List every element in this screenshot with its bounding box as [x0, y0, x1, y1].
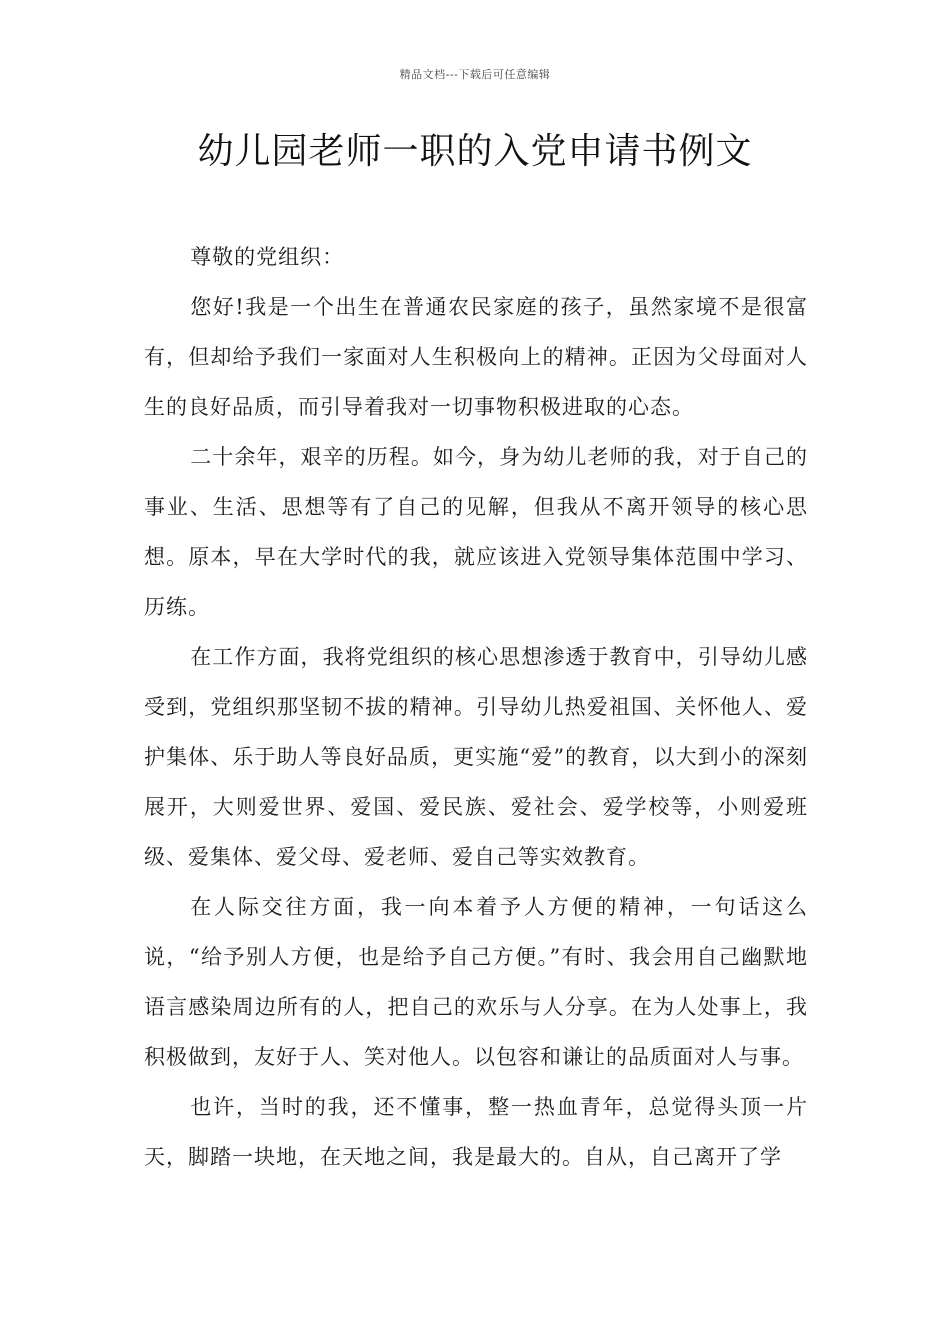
paragraph: 在人际交往方面，我一向本着予人方便的精神，一句话这么说，“给予别人方便，也是给予自己方便。”有时、我会用自己幽默地语言感染周边所有的人，把自己的欢乐与人分享。在为人处事上，我积极做到，友好于人、笑对他人。以包容和谦让的品质面对人与事。 [144, 895, 808, 1069]
paragraph: 在工作方面，我将党组织的核心思想渗透于教育中，引导幼儿感受到，党组织那坚韧不拔的精神。引导幼儿热爱祖国、关怀他人、爱护集体、乐于助人等良好品质，更实施“爱”的教育，以大到小的深刻展开，大则爱世界、爱国、爱民族、爱社会、爱学校等，小则爱班级、爱集体、爱父母、爱老师、爱自己等实效教育。 [144, 645, 808, 869]
paragraph: 二十余年，艰辛的历程。如今，身为幼儿老师的我，对于自己的事业、生活、思想等有了自己的见解，但我从不离开领导的核心思想。原本，早在大学时代的我，就应该进入党领导集体范围中学习、历练。 [144, 445, 808, 619]
salutation: 尊敬的党组织： [190, 245, 345, 269]
document-body [144, 232, 808, 1182]
document-title: 幼儿园老师一职的入党申请书例文 [197, 131, 753, 172]
paragraph: 也许，当时的我，还不懂事，整一热血青年，总觉得头顶一片天，脚踏一块地，在天地之间，我是最大的。自从，自己离开了学 [144, 1095, 808, 1169]
paragraph: 您好!我是一个出生在普通农民家庭的孩子，虽然家境不是很富有，但却给予我们一家面对人生积极向上的精神。正因为父母面对人生的良好品质，而引导着我对一切事物积极进取的心态。 [144, 295, 808, 419]
header-note: 精品文档---下载后可任意编辑 [399, 68, 551, 81]
